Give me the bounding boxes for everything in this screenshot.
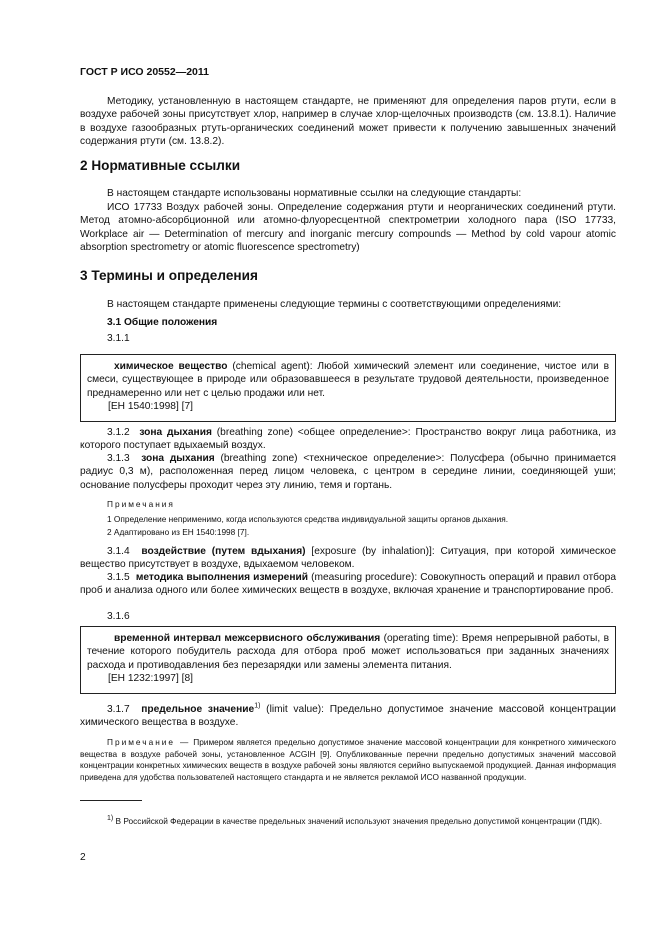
term-3-1-6-term: временной интервал межсервисного обслуживания bbox=[114, 633, 381, 644]
section-3-lead: В настоящем стандарте применены следующие термины с соответствующими определениями: bbox=[107, 299, 562, 310]
term-3-1-1-definition: химическое вещество (chemical agent): Любой химический элемент или соединение, чистое или в смеси, существующее в природе или образовавшееся в результате трудовой деятельности, произведенное преднамеренно или нет с целью продажи или нет. bbox=[87, 361, 610, 399]
section-2-lead: В настоящем стандарте использованы нормативные ссылки на следующие стандарты: bbox=[107, 188, 522, 199]
page-number: 2 bbox=[80, 852, 86, 863]
term-3-1-1-box bbox=[80, 354, 616, 422]
note-limit-value: Примечание — Примером является предельно допустимое значение массовой концентрации для конкретного химического вещества в воздухе рабочей зоны, установленное ACGIH [9]. Опубликованные перечни предельно допустимых значений массовой концентрации конкретных химических веществ в воздухе рабочей зоны являются серийно выпускаемой продукцией. Данная информация приведена для удобства пользователей настоящего стандарта и не является рекламой ИСО названной продукции. bbox=[80, 737, 617, 782]
term-3-1-5-term: методика выполнения измерений bbox=[135, 572, 309, 583]
section-2-heading: 2 Нормативные ссылки bbox=[80, 158, 241, 173]
notes-title: Примечания bbox=[107, 499, 175, 509]
term-3-1-4-term: воздействие (путем вдыхания) bbox=[141, 546, 306, 557]
term-3-1-1-term: химическое вещество bbox=[114, 361, 228, 372]
term-3-1-4: 3.1.4 воздействие (путем вдыхания) [exposure (by inhalation)]: Ситуация, при которой химическое вещество присутствует в воздухе, вдыхаемом человеком. bbox=[80, 546, 616, 571]
term-3-1-6-number: 3.1.6 bbox=[107, 611, 130, 622]
footnote-mark: 1) bbox=[254, 702, 261, 710]
term-3-1-1-reference: [ЕН 1540:1998] [7] bbox=[108, 400, 193, 412]
term-3-1-7: 3.1.7 предельное значение$^{1)}$ (limit value): Предельно допустимое значение массовой концентрации химического вещества в воздухе. bbox=[80, 702, 616, 729]
section-3-heading: 3 Термины и определения bbox=[80, 268, 258, 283]
subsection-3-1-heading: 3.1 Общие положения bbox=[107, 317, 218, 328]
term-3-1-3: 3.1.3 зона дыхания (breathing zone) <техническое определение>: Полусфера (обычно принимается радиус 0,3 м), расположенная перед лицом человека, с центром в середине линии, соединяющей уши; основание полусферы проходит через эту линию, темя и гортань. bbox=[80, 453, 616, 491]
note-label: Примечание — bbox=[107, 737, 191, 747]
term-3-1-6-box bbox=[80, 626, 616, 694]
note-2: 2 Адаптировано из ЕН 1540:1998 [7]. bbox=[107, 527, 250, 537]
term-3-1-6-definition: временной интервал межсервисного обслуживания (operating time): Время непрерывной работы, в течение которого побудитель расхода для отбора проб может использоваться при заданных значениях расхода и противодавления без перезарядки или замены элемента питания. bbox=[87, 633, 609, 671]
footnote-divider bbox=[80, 800, 142, 801]
term-3-1-3-term: зона дыхания bbox=[141, 453, 215, 464]
term-3-1-5: 3.1.5 методика выполнения измерений (measuring procedure): Совокупность операций и правил отбора проб и анализа одного или более химических веществ в воздухе, включая хранение и транспортирование проб. bbox=[80, 572, 616, 597]
term-3-1-6-reference: [ЕН 1232:1997] [8] bbox=[108, 672, 193, 684]
normative-reference: ИСО 17733 Воздух рабочей зоны. Определение содержания ртути и неорганических соединений ртути. Метод атомно-абсорбционной или атомно-флуоресцентной спектрометрии холодного пара (ISO 17733, Workplace air — Determination of mercury and inorganic mercury compounds — Method by cold vapour atomic absorption spectrometry or atomic fluorescence spectrometry) bbox=[80, 202, 616, 253]
standard-header: ГОСТ Р ИСО 20552—2011 bbox=[80, 66, 209, 78]
term-3-1-1-number: 3.1.1 bbox=[107, 333, 130, 344]
note-1: 1 Определение неприменимо, когда используются средства индивидуальной защиты органов дыхания. bbox=[107, 514, 509, 524]
intro-paragraph: Методику, установленную в настоящем стандарте, не применяют для определения паров ртути, если в воздухе рабочей зоны присутствует хлор, например в случае хлор-щелочных производств (см. 13.8.1). Наличие в воздухе газообразных ртуть-органических соединений может привести к получению завышенных значений содержания ртути (см. 13.8.2). bbox=[80, 96, 616, 147]
term-3-1-2: 3.1.2 зона дыхания (breathing zone) <общее определение>: Пространство вокруг лица работника, из которого поступает вдыхаемый воздух. bbox=[80, 427, 616, 452]
term-3-1-7-term: предельное значение bbox=[141, 704, 255, 715]
term-3-1-2-term: зона дыхания bbox=[139, 427, 212, 438]
footnote: $^{1)}$ В Российской Федерации в качестве предельных значений используют значения предельно допустимой концентрации (ПДК). bbox=[107, 815, 603, 826]
